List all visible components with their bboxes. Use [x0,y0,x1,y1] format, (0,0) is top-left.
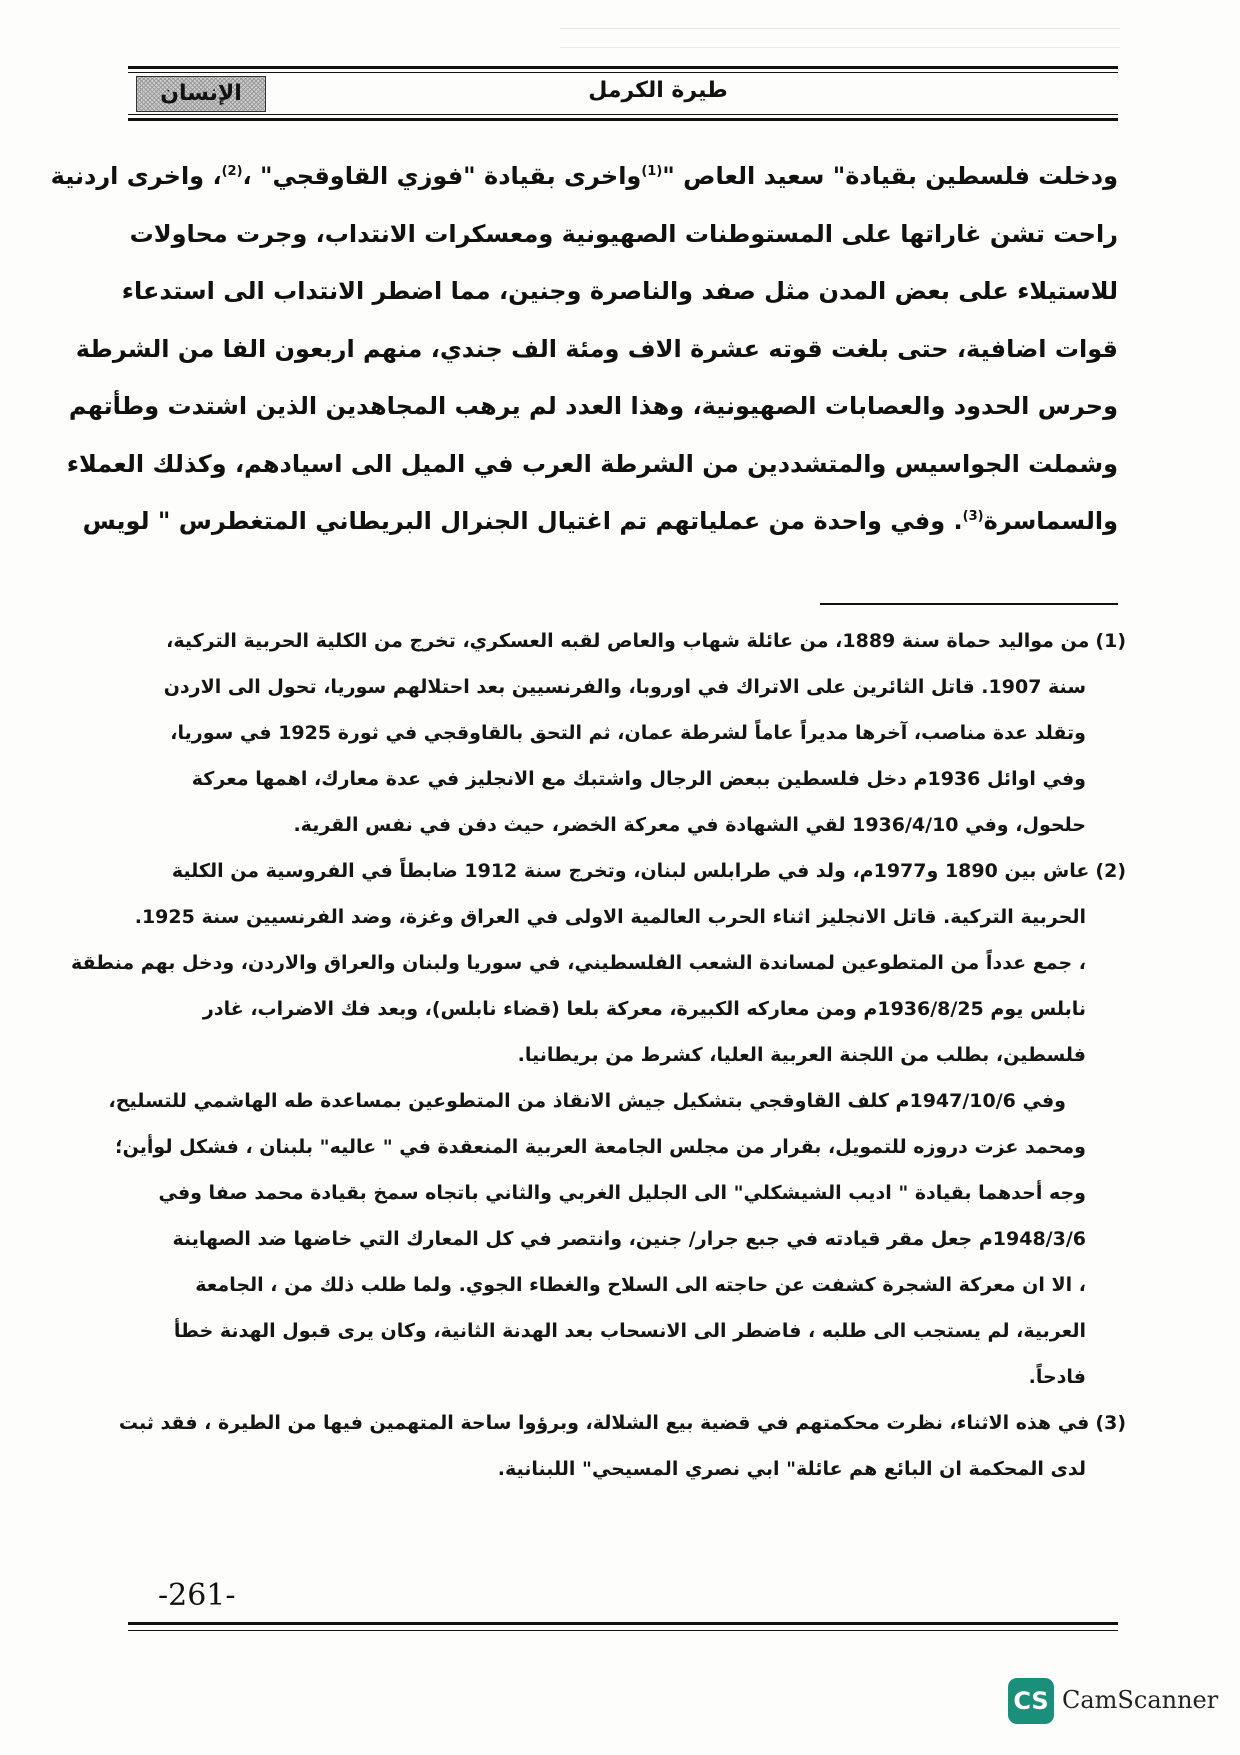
footnote-number: (3) [1095,1412,1126,1434]
footnote-text: حلحول، وفي 1936/4/10 لقي الشهادة في معركة الخضر، حيث دفن في نفس القرية. [293,814,1086,836]
footnote-line [128,1308,1126,1354]
footnote-line [128,1354,1126,1400]
footnote-line [128,1032,1126,1078]
camscanner-logo-icon: CS [1008,1678,1054,1724]
footnote-ref: (1) [641,164,663,179]
body-line [75,321,1118,379]
body-text-run: . وفي واحدة من عملياتهم تم اغتيال الجنرال البريطاني المتغطرس " لويس [82,507,963,535]
header-rule [128,118,1118,121]
footnote-text: فادحاً. [1028,1366,1086,1388]
footnote-line [128,756,1126,802]
footnote-line [108,1078,1126,1124]
body-text-run: ودخلت فلسطين بقيادة" سعيد العاص " [662,162,1118,190]
footnote-line [128,618,1126,664]
body-line [82,493,1118,551]
footnote-text: فلسطين، بطلب من اللجنة العربية العليا، كشرط من بريطانيا. [517,1044,1086,1066]
footnote-text: وفي اوائل 1936م دخل فلسطين ببعض الرجال واشتبك مع الانجليز في عدة معارك، اهمها معركة [191,768,1086,790]
scan-bleed-lines [560,28,1120,48]
footnote-text: سنة 1907. قاتل الثائرين على الاتراك في اوروبا، والفرنسيين بعد احتلالهم سوريا، تحول الى الاردن [163,676,1086,698]
footnote-line [115,1124,1126,1170]
header-rule [128,72,1118,73]
body-line [128,206,1118,264]
header-rule [128,114,1118,115]
footnote-text: وفي 1947/10/6م كلف القاوقجي بتشكيل جيش الانقاذ من المتطوعين بمساعدة طه الهاشمي للتسليح، [108,1090,1066,1112]
footnote-text: من مواليد حماة سنة 1889، من عائلة شهاب والعاص لقبه العسكري، تخرج من الكلية الحربية التركية، [166,630,1090,652]
body-text-run: وشملت الجواسيس والمتشددين من الشرطة العرب في الميل الى اسيادهم، وكذلك العملاء [66,449,1118,478]
footnote-line [70,940,1126,986]
footnote-text: عاش بين 1890 و1977م، ولد في طرابلس لبنان، وتخرج سنة 1912 ضابطاً في الفروسية من الكلية [171,860,1090,882]
body-line [68,378,1118,436]
footnote-line [128,710,1126,756]
camscanner-watermark [1008,1678,1230,1728]
footnote-line [128,986,1126,1032]
body-text-run: راحت تشن غاراتها على المستوطنات الصهيونية ومعسكرات الانتداب، وجرت محاولات [129,219,1118,248]
footnote-line [128,1216,1126,1262]
footnote-number: (1) [1095,630,1126,652]
footer-rule [128,1630,1118,1631]
footnotes-section [70,618,1126,1492]
footnote-number: (2) [1095,860,1126,882]
footnote-line [128,1170,1126,1216]
footnote-text: وتقلد عدة مناصب، آخرها مديراً عاماً لشرطة عمان، ثم التحق بالقاوقجي في ثورة 1925 في سوريا، [170,722,1086,744]
page-header [128,66,1118,118]
footnote-text: الحربية التركية. قاتل الانجليز اثناء الحرب العالمية الاولى في العراق وغزة، وضد الفرنسيين سنة 1925. [134,906,1086,928]
body-line [50,148,1118,206]
footnote-separator [820,603,1118,605]
body-text-run: ، واخرى اردنية [50,162,222,190]
header-rule [128,66,1118,69]
page-number: -261- [158,1578,236,1613]
book-title: طيرة الكرمل [588,78,728,103]
footnote-text: ومحمد عزت دروزه للتمويل، بقرار من مجلس الجامعة العربية المنعقدة في " عاليه" بلبنان ، فشكل لوأين؛ [115,1136,1086,1158]
footnote-text: ، الا ان معركة الشجرة كشفت عن حاجته الى السلاح والغطاء الجوي. ولما طلب ذلك من ، الجامعة [195,1274,1086,1296]
footnote-line [118,1400,1126,1446]
footnote-text: نابلس يوم 1936/8/25م ومن معاركه الكبيرة، معركة بلعا (قضاء نابلس)، وبعد فك الاضراب، غادر [202,998,1086,1020]
body-text-run: وحرس الحدود والعصابات الصهيونية، وهذا العدد لم يرهب المجاهدين الذين اشتدت وطأتهم [68,392,1118,420]
body-text-run: قوات اضافية، حتى بلغت قوته عشرة الاف ومئة الف جندي، منهم اربعون الفا من الشرطة [75,334,1118,363]
footnote-line [128,664,1126,710]
footer-rule [128,1622,1118,1625]
footnote-line [128,1446,1126,1492]
body-text-run: والسماسرة [983,507,1118,535]
footnote-text: في هذه الاثناء، نظرت محكمتهم في قضية بيع الشلالة، وبرؤوا ساحة المتهمين فيها من الطيرة ، فقد ثبت [118,1412,1090,1434]
footnote-text: 1948/3/6م جعل مقر قيادته في جبع جرار/ جنين، وانتصر في كل المعارك التي خاضها ضد الصهاينة [172,1228,1086,1250]
body-text-run: واخرى بقيادة "فوزي القاوقجي" ، [242,162,642,190]
footnote-line [128,848,1126,894]
footnote-line [128,894,1126,940]
main-paragraph [50,148,1118,551]
body-text-run: للاستيلاء على بعض المدن مثل صفد والناصرة وجنين، مما اضطر الانتداب الى استدعاء [121,277,1118,305]
footnote-line [128,1262,1126,1308]
footnote-ref: (3) [962,509,984,524]
footnote-text: لدى المحكمة ان البائع هم عائلة" ابي نصري المسيحي" اللبنانية. [497,1458,1086,1480]
section-title-box: الإنسان [136,76,266,112]
body-line [66,436,1118,494]
body-line [121,263,1118,321]
footnote-text: وجه أحدهما بقيادة " اديب الشيشكلي" الى الجليل الغربي والثاني باتجاه سمخ بقيادة محمد صفا وفي [158,1182,1086,1204]
camscanner-label: CamScanner [1062,1686,1219,1714]
footnote-text: ، جمع عدداً من المتطوعين لمساندة الشعب الفلسطيني، في سوريا ولبنان والعراق والاردن، ودخل بهم منطقة [70,952,1086,974]
footnote-text: العربية، لم يستجب الى طلبه ، فاضطر الى الانسحاب بعد الهدنة الثانية، وكان يرى قبول الهدنة خطأ [173,1320,1086,1342]
footnote-line [128,802,1126,848]
footnote-ref: (2) [221,164,243,179]
